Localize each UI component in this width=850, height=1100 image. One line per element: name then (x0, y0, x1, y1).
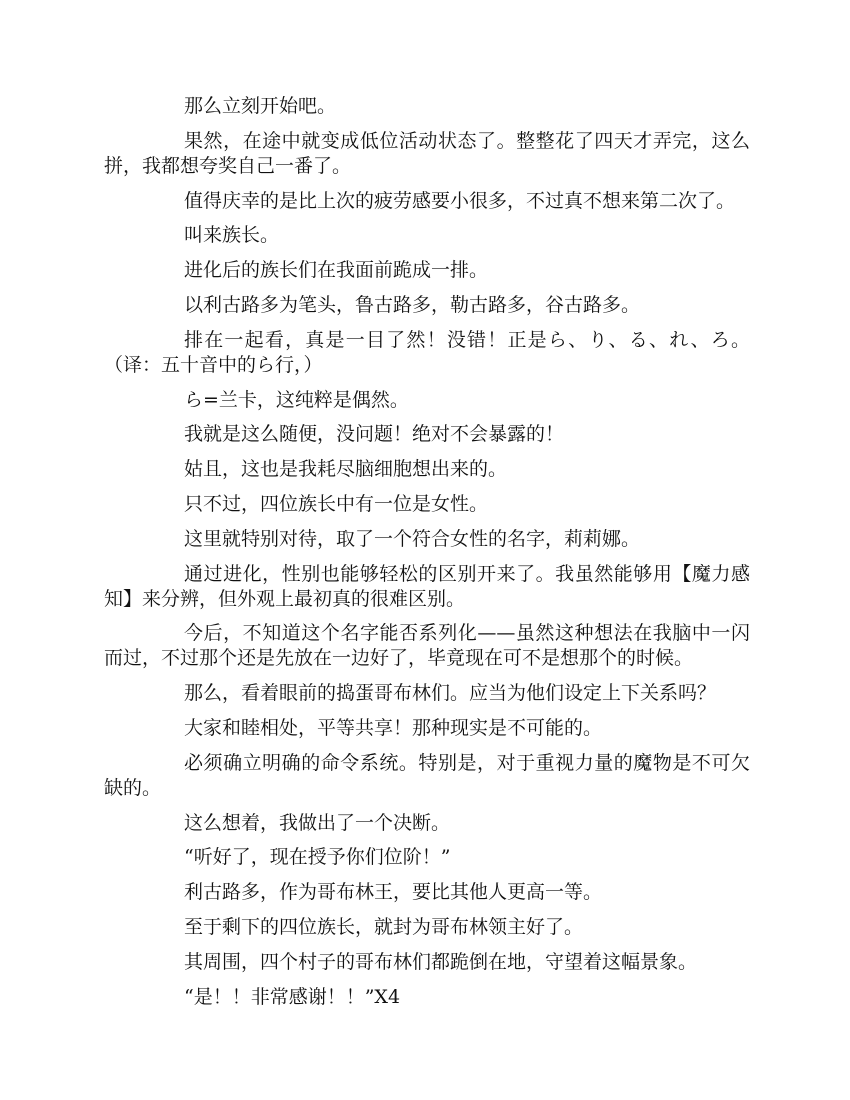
paragraph: 今后，不知道这个名字能否系列化——虽然这种想法在我脑中一闪而过，不过那个还是先放在一边好了，毕竟现在可不是想那个的时候。 (104, 622, 750, 670)
paragraph: 通过进化，性别也能够轻松的区别开来了。我虽然能够用【魔力感知】来分辨，但外观上最初真的很难区别。 (104, 562, 750, 610)
paragraph: 那么立刻开始吧。 (184, 95, 337, 117)
paragraph: 那么，看着眼前的捣蛋哥布林们。应当为他们设定上下关系吗？ (184, 682, 717, 705)
paragraph: 我就是这么随便，没问题！绝对不会暴露的！ (184, 423, 565, 446)
paragraph: 大家和睦相处，平等共享！那种现实是不可能的。 (184, 716, 603, 739)
paragraph: 只不过，四位族长中有一位是女性。 (184, 492, 489, 515)
paragraph: 这么想着，我做出了一个决断。 (184, 811, 451, 834)
paragraph: 姑且，这也是我耗尽脑细胞想出来的。 (184, 458, 508, 481)
paragraph: 进化后的族长们在我面前跪成一排。 (184, 259, 489, 282)
document-body (104, 94, 750, 1019)
paragraph: 值得庆幸的是比上次的疲劳感要小很多，不过真不想来第二次了。 (184, 189, 736, 212)
paragraph: ら=兰卡，这纯粹是偶然。 (184, 388, 409, 411)
paragraph: “听好了，现在授予你们位阶！” (184, 846, 451, 869)
paragraph: 果然，在途中就变成低位活动状态了。整整花了四天才弄完，这么拼，我都想夸奖自己一番了。 (104, 129, 750, 177)
paragraph: 其周围，四个村子的哥布林们都跪倒在地，守望着这幅景象。 (184, 950, 698, 973)
paragraph: 利古路多，作为哥布林王，要比其他人更高一等。 (184, 881, 603, 904)
paragraph: 至于剩下的四位族长，就封为哥布林领主好了。 (184, 915, 584, 938)
paragraph: 必须确立明确的命令系统。特别是，对于重视力量的魔物是不可欠缺的。 (104, 751, 750, 799)
paragraph: 叫来族长。 (184, 224, 280, 247)
paragraph: 这里就特别对待，取了一个符合女性的名字，莉莉娜。 (184, 527, 641, 550)
paragraph: 以利古路多为笔头，鲁古路多，勒古路多，谷古路多。 (184, 293, 641, 316)
paragraph: “是！！非常感谢！！”X4 (184, 985, 401, 1008)
paragraph: 排在一起看，真是一目了然！没错！正是ら、り、る、れ、ろ。（译：五十音中的ら行，） (104, 328, 750, 376)
